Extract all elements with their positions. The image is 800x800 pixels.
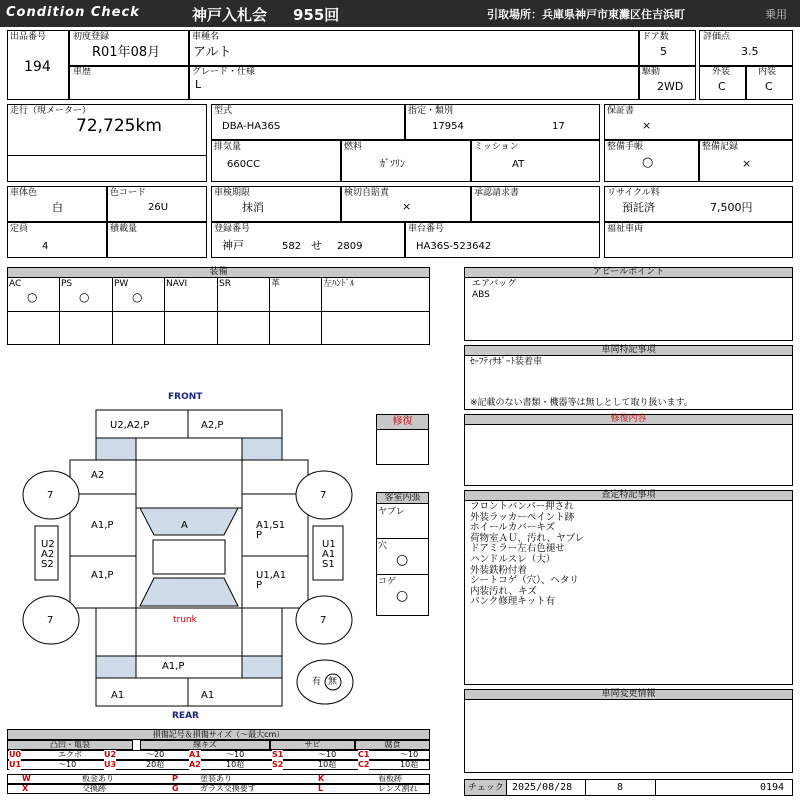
damage-side-right: S1 [322,559,335,570]
legend-desc: 〜10 [226,750,245,759]
inspector-line: 荷物室ＡＵ、汚れ、ヤブレ [470,532,585,544]
legend-code: C2 [358,760,370,769]
equipment-mark: ○ [132,290,143,304]
special-note: ※記載のない書類・機器等は無しとして取り扱います。 [470,398,693,408]
damage-fender-left: A2 [91,470,105,481]
equipment-title: 装備 [209,267,228,277]
model-name-cell [189,30,639,66]
legend-code: A2 [189,760,201,769]
drive-value: 2WD [657,80,684,93]
score-label: 評価点 [703,32,731,42]
equipment-row-divider [7,311,430,312]
damage-door-front-right-2: P [256,530,263,541]
damage-side-right: A1 [322,549,336,560]
displacement-value: 660CC [227,159,261,170]
header-session: 955回 [293,6,340,24]
manual-label: 整備手帳 [607,142,644,152]
fuel-value: ｶﾞｿﾘﾝ [380,159,405,170]
footer-lot: 0194 [760,782,785,793]
footer-check-label: チェック [468,783,504,793]
special-line: ｾｰﾌﾃｨｻﾎﾟｰﾄ装着車 [470,357,543,367]
damage-door-rear-right: U1,A1 [256,570,287,581]
cabin-item-label: 穴 [378,541,388,551]
appeal-line: エアバッグ [472,279,517,289]
inspector-line: 外装ラッカーペイント跡 [470,511,575,523]
footer-divider [585,779,586,796]
equipment-col-divider [321,277,322,345]
header-title: Condition Check [6,5,140,20]
wheel-front-left: 7 [47,490,54,501]
exterior-label: 外装 [712,67,731,77]
model-name-label: 車種名 [192,32,220,42]
changes-body [464,699,793,773]
spare-tire-label: 有 [312,677,322,687]
plate-class: 582 [282,241,302,252]
cabin-title: 客室内張 [384,493,421,503]
cabin-divider [376,574,429,575]
equipment-col-label: AC [9,279,22,289]
capacity-value: 4 [42,241,49,252]
legend-code: U1 [9,760,22,769]
wheel-front-right: 7 [320,490,327,501]
approval-label: 承認請求書 [474,188,520,198]
header-auction: 神戸入札会 [192,6,268,24]
inspector-line: フロントバンパー押され [470,501,574,512]
recycle-label: リサイクル料 [607,188,660,198]
legend-desc: レンズ割れ [378,784,418,793]
category-number: 17 [552,121,565,132]
color-label: 車体色 [10,188,38,198]
legend-desc: 〜20 [146,750,165,759]
color-code-value: 26U [148,202,169,213]
damage-door-rear-left: A1,P [91,570,114,581]
equipment-mark: ○ [79,290,90,304]
damage-front-right: A2,P [201,420,224,431]
legend-desc: エクボ [58,750,82,759]
legend-code: W [22,774,31,783]
history-label: 車歴 [73,67,92,77]
lot-label: 出品番号 [10,32,47,42]
type-value: DBA-HA36S [222,121,281,132]
record-label: 整備記録 [702,142,739,152]
spare-tire-mark: 無 [328,677,338,687]
score-value: 3.5 [741,45,759,58]
interior-label: 内装 [758,67,777,77]
legend-code: G [172,784,179,793]
legend-code: L [318,784,324,793]
legend-group-label: サビ [304,740,321,749]
legend-code: X [22,784,29,793]
doors-value: 5 [660,45,667,58]
damage-roof: A [181,520,188,531]
type-label: 型式 [214,106,233,116]
inspector-title: 査定特記事項 [601,490,656,500]
legend-desc: 交換跡 [82,784,106,793]
designation-label: 指定・類別 [408,106,454,116]
legend-group-label: 線キズ [193,740,217,749]
inspector-line: ハンドルスレ（大） [470,554,556,565]
first-reg-label: 初度登録 [73,32,110,42]
legend-code: C1 [358,750,370,759]
damage-door-front-right: A1,S1 [256,520,286,531]
damage-side-right: U1 [322,539,336,550]
footer-divider [655,779,656,796]
legend-code: U2 [104,750,117,759]
damage-door-rear-right-2: P [256,580,263,591]
color-code-label: 色コード [110,188,147,198]
legend-desc: 〜10 [318,750,337,759]
legend-desc: 〜10 [58,760,77,769]
inspection-label: 車検期限 [214,188,251,198]
warranty-label: 保証書 [607,106,635,116]
equipment-col-divider [217,277,218,345]
legend-code: U0 [9,750,22,759]
mileage-label: 走行（現メーター） [10,106,92,116]
inspector-line: ホイールカバーキズ [470,522,556,534]
cabin-divider [376,538,429,539]
record-value: × [742,157,752,170]
displacement-label: 排気量 [214,142,242,152]
liability-value: × [402,200,412,213]
fuel-label: 燃料 [344,142,363,152]
recycle-fee: 7,500円 [710,201,753,214]
load-label: 積載量 [110,224,138,234]
mileage-value: 72,725km [76,116,162,136]
header-pickup: 引取場所：兵庫県神戸市東灘区住吉浜町 [487,8,685,21]
cabin-item-mark: ○ [396,552,409,568]
footer-date: 2025/08/28 [512,782,573,793]
changes-title: 車両変更情報 [601,689,656,699]
grade-label: グレード・仕様 [192,67,256,77]
equipment-col-divider [164,277,165,345]
exterior-value: C [718,80,726,93]
legend-code: A1 [189,750,201,759]
doors-label: ドア数 [642,32,669,42]
inspector-line: 外装鉄粉付着 [470,564,528,576]
cabin-item-mark: ○ [396,588,409,604]
mileage-divider [7,155,207,156]
legend-desc: 20超 [146,760,165,769]
liability-label: 検切自賠責 [344,188,390,198]
inspection-value: 抹消 [242,201,264,214]
legend-desc: 〜10 [400,750,419,759]
appeal-title: アピールポイント [592,267,665,277]
special-title: 車両特記事項 [601,345,656,355]
equipment-col-label: PW [114,279,129,289]
legend-desc: ガラス交換要す [200,784,256,793]
legend-desc: 10超 [318,760,337,769]
drive-label: 駆動 [642,67,661,77]
legend-title: 損傷記号＆損傷サイズ（〜最大cm） [152,730,285,739]
lot-number: 194 [24,59,51,75]
damage-rear-right: A1 [201,690,215,701]
trunk-label: trunk [173,615,197,625]
equipment-col-label: PS [61,279,73,289]
damage-side-left: A2 [41,549,55,560]
recycle-status: 預託済 [622,201,655,214]
equipment-col-label: SR [219,279,231,289]
plate-area: 神戸 [222,239,244,252]
legend-desc: 塗装あり [200,774,232,783]
legend-code: K [318,774,325,783]
footer-num: 8 [617,782,624,793]
plate-kana: せ [311,239,322,252]
damage-rear-center: A1,P [162,661,185,672]
damage-door-front-left: A1,P [91,520,114,531]
cabin-item-label: ヤブレ [378,507,405,517]
legend-desc: 板金あり [82,774,114,783]
damage-front-left: U2,A2,P [110,420,150,431]
header-category: 乗用 [765,8,787,21]
front-label: FRONT [168,392,203,402]
plate-number: 2809 [337,241,363,252]
wheel-rear-left: 7 [47,615,54,626]
capacity-label: 定員 [10,224,29,234]
legend-code: U3 [104,760,117,769]
chassis-value: HA36S-523642 [416,241,492,252]
color-value: 白 [52,201,63,214]
transmission-value: AT [512,159,525,170]
equipment-mark: ○ [27,290,38,304]
welfare-label: 福祉車両 [607,224,644,234]
equipment-col-divider [269,277,270,345]
legend-group-label: 凸凹・亀裂 [50,740,90,749]
inspector-line: ドアミラー左右色褪せ [470,543,565,555]
equipment-col-label: NAVI [166,279,188,289]
equipment-col-divider [59,277,60,345]
legend-code: S1 [272,750,284,759]
interior-value: C [765,80,773,93]
legend-code: S2 [272,760,284,769]
chassis-label: 車台番号 [408,224,445,234]
damage-side-left: S2 [41,559,54,570]
legend-code: P [172,774,178,783]
legend-desc: 看板跡 [378,774,402,783]
repair-title: 修復内容 [610,414,647,424]
inspector-line: シートコゲ（穴）、ヘタリ [470,575,579,587]
appeal-line: ABS [472,290,490,300]
rear-label: REAR [172,711,199,721]
warranty-value: × [642,119,652,132]
inspector-line: 内装汚れ、キズ [470,585,537,597]
manual-value: ○ [642,155,654,170]
designation-value: 17954 [432,121,464,132]
equipment-col-label: 左ﾊﾝﾄﾞﾙ [323,279,355,289]
damage-side-left: U2 [41,539,55,550]
equipment-col-label: 革 [271,279,281,289]
cabin-item-label: コゲ [378,577,397,587]
first-reg-value: R01年08月 [92,45,161,60]
repair-box-label: 修復 [392,416,413,427]
equipment-col-divider [112,277,113,345]
model-name-value: アルト [193,45,232,60]
legend-desc: 10超 [226,760,245,769]
legend-desc: 10超 [400,760,419,769]
inspector-line: パンク修理キット有 [470,596,556,608]
grade-cell [189,66,639,100]
plate-label: 登録番号 [214,224,251,234]
grade-value: L [195,78,202,91]
legend-group-label: 腐食 [384,740,401,749]
damage-rear-left: A1 [111,690,125,701]
transmission-label: ミッション [474,142,519,152]
wheel-rear-right: 7 [320,615,327,626]
repair-body [464,424,793,486]
